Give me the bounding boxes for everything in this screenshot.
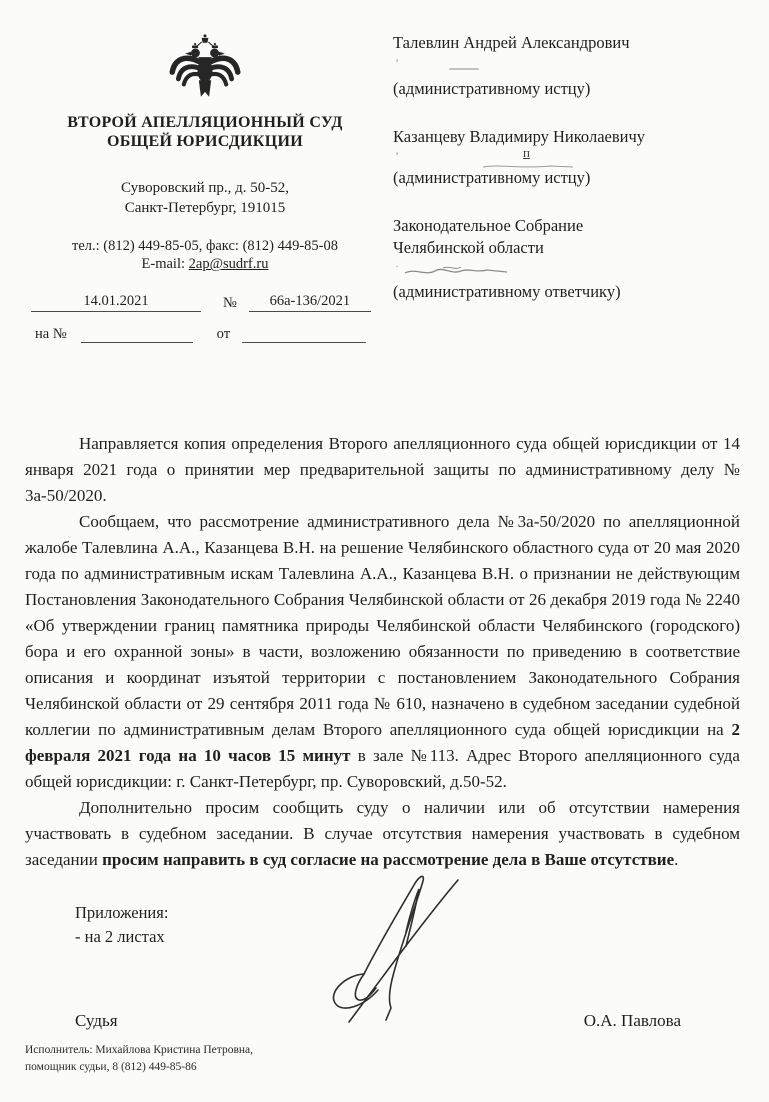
reply-from-date-blank xyxy=(242,324,366,343)
recipient-3 xyxy=(393,215,743,302)
executor-footer xyxy=(25,1042,253,1077)
recipients-block xyxy=(393,26,743,302)
recipient-name: Казанцеву Владимиру Николаевичу xyxy=(393,126,646,146)
reply-from-label: от xyxy=(216,326,231,343)
coat-of-arms-icon xyxy=(25,26,385,110)
recipient-name-line2: Челябинской области xyxy=(393,237,544,257)
recipient-role: (административному ответчику) xyxy=(393,281,621,301)
reply-to-label: на № xyxy=(35,326,67,343)
executor-phone-line: помощник судьи, 8 (812) 449-85-86 xyxy=(25,1061,197,1074)
reply-to-number-blank xyxy=(81,324,193,343)
signer-title: Судья xyxy=(75,1011,118,1031)
outgoing-number-field: 66а-136/2021 xyxy=(249,293,371,312)
letterhead xyxy=(25,26,385,343)
erased-mark xyxy=(449,68,479,70)
court-address-city: Санкт-Петербург, 191015 xyxy=(124,200,286,216)
recipient-2 xyxy=(393,126,743,190)
erased-mark: · xyxy=(395,258,399,273)
signer-name: О.А. Павлова xyxy=(583,1011,681,1031)
number-sign-label: № xyxy=(223,295,237,312)
outgoing-date-field: 14.01.2021 xyxy=(31,293,201,312)
court-name-line1: ВТОРОЙ АПЕЛЛЯЦИОННЫЙ СУД xyxy=(67,114,343,131)
body-paragraph: Сообщаем, что рассмотрение административного дела №3а-50/2020 по апелляционной жалобе Талевлина А.А., Казанцева В.Н. на решение Челябинского областного суда от 20 мая 2020 года по административным искам Талевлина А.А., Казанцева В.Н. о признании не действующим Постановления Законодательного Собрания Челябинской области от 26 декабря 2019 года № 2240 «Об утверждении границ памятника природы Челябинской области Челябинского (городского) бора и его охранной зоны» в части, возложению обязанности по приведению в соответствие описания и координат изъятой территории с постановлением Законодательного Собрания Челябинской области от 29 сентября 2011 года № 610, назначено в судебном заседании судебной коллегии по административным делам Второго апелляционного суда общей юрисдикции на 2 февраля 2021 года на 10 часов 15 минут в зале №113. Адрес Второго апелляционного суда общей юрисдикции: г. Санкт-Петербург, пр. Суворовский, д.50-52. xyxy=(25,512,740,792)
erased-address-fragment: п xyxy=(523,145,530,161)
erased-handwriting-scribble xyxy=(403,263,513,285)
letter-header xyxy=(25,26,743,343)
reference-fields xyxy=(25,293,385,343)
recipient-role: (административному истцу) xyxy=(393,78,591,98)
recipient-name-line1: Законодательное Собрание xyxy=(393,216,584,236)
executor-name-line: Исполнитель: Михайлова Кристина Петровна, xyxy=(25,1044,254,1056)
erased-mark: ’ xyxy=(395,149,399,164)
letter-body xyxy=(25,431,740,873)
erased-mark: ’ xyxy=(395,55,399,70)
court-name-line2: ОБЩЕЙ ЮРИСДИКЦИИ xyxy=(107,132,303,150)
body-paragraph: Направляется копия определения Второго апелляционного суда общей юрисдикции от 14 января 2021 года о принятии мер предварительной защиты по административному делу № 3а-50/2020. xyxy=(25,434,740,506)
handwritten-signature-icon xyxy=(318,872,476,1033)
body-paragraph: Дополнительно просим сообщить суду о наличии или об отсутствии намерения участвовать в судебном заседании. В случае отсутствия намерения участвовать в судебном заседании просим направить в суд согласие на рассмотрение дела в Ваше отсутствие. xyxy=(25,798,740,870)
recipient-1 xyxy=(393,32,743,100)
court-email-link[interactable]: 2ap@sudrf.ru xyxy=(188,256,269,273)
court-phone-fax: тел.: (812) 449-85-05, факс: (812) 449-85-08 xyxy=(71,238,339,255)
attachments-label: Приложения: xyxy=(75,903,169,923)
attachments-item: - на 2 листах xyxy=(75,927,165,947)
recipient-role: (административному истцу) xyxy=(393,168,591,188)
court-email-line xyxy=(25,256,385,273)
court-address-street: Суворовский пр., д. 50-52, xyxy=(120,179,289,196)
email-label: E-mail: xyxy=(141,256,186,273)
recipient-name: Талевлин Андрей Александрович xyxy=(393,33,630,52)
